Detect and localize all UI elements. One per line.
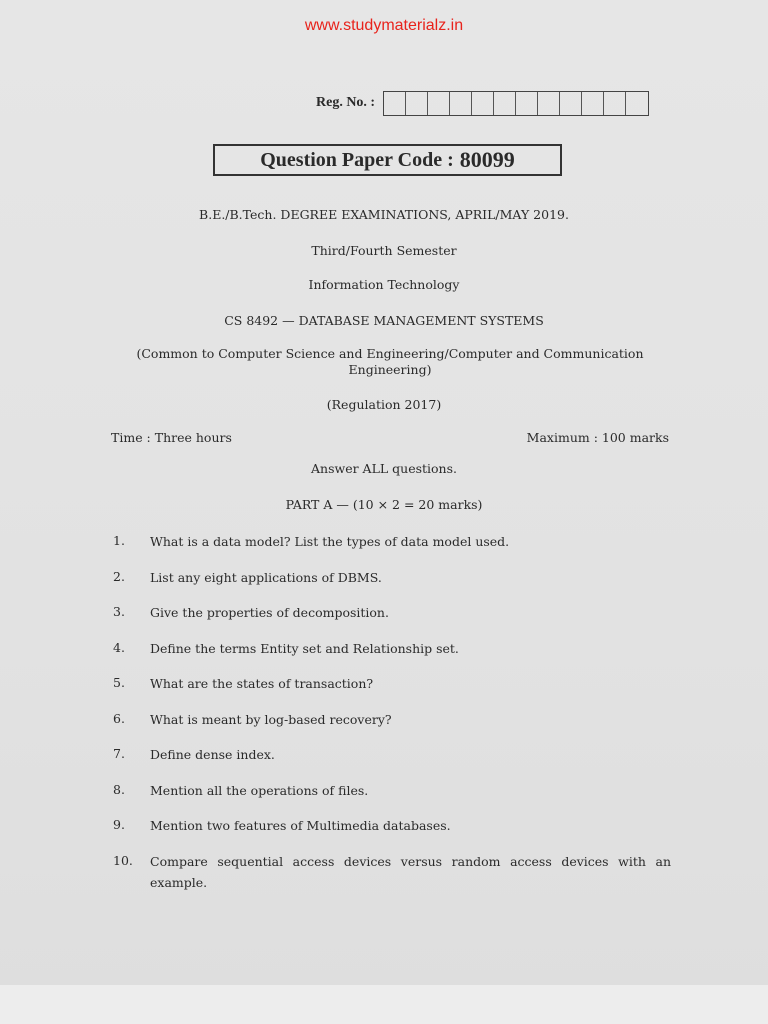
subject-title: CS 8492 — DATABASE MANAGEMENT SYSTEMS	[224, 313, 544, 328]
page-bottom-edge	[0, 985, 768, 1024]
question-text: What is a data model? List the types of data model used.	[150, 534, 510, 549]
question-text: What are the states of transaction?	[150, 676, 374, 691]
instructions: Answer ALL questions.	[311, 461, 457, 476]
question-item	[113, 533, 671, 569]
question-text: Mention two features of Multimedia databases.	[150, 818, 451, 833]
question-number: 1.	[113, 533, 125, 548]
question-item	[113, 569, 671, 605]
reg-number-box	[538, 92, 560, 115]
question-text: What is meant by log-based recovery?	[150, 711, 392, 727]
website-watermark: www.studymaterialz.in	[304, 17, 464, 34]
question-item	[113, 640, 671, 676]
time-allowed: Time : Three hours	[111, 430, 232, 445]
question-item	[113, 711, 671, 747]
reg-number-boxes	[383, 91, 649, 116]
question-number: 5.	[113, 675, 125, 690]
question-item	[113, 853, 671, 897]
common-to-note: (Common to Computer Science and Engineering/Computer and Communication Engineering)	[136, 346, 644, 377]
reg-number-box	[604, 92, 626, 115]
reg-number-box	[494, 92, 516, 115]
paper-code-number: 80099	[459, 147, 515, 172]
question-text: Give the properties of decomposition.	[150, 605, 389, 620]
reg-number-box	[406, 92, 428, 115]
question-number: 9.	[113, 817, 125, 832]
question-number: 2.	[113, 568, 125, 584]
reg-number-box	[560, 92, 582, 115]
branch: Information Technology	[308, 277, 460, 292]
question-text: List any eight applications of DBMS.	[150, 569, 382, 585]
reg-number-box	[516, 92, 538, 115]
maximum-marks: Maximum : 100 marks	[526, 430, 669, 445]
question-item	[113, 782, 671, 818]
part-a-heading: PART A — (10 × 2 = 20 marks)	[285, 497, 483, 512]
question-list	[113, 533, 671, 897]
exam-title: B.E./B.Tech. DEGREE EXAMINATIONS, APRIL/MAY 2019.	[199, 207, 569, 222]
time-marks-row	[111, 430, 669, 445]
semester: Third/Fourth Semester	[311, 243, 457, 258]
reg-number-box	[582, 92, 604, 115]
question-item	[113, 604, 671, 640]
reg-number-box	[428, 92, 450, 115]
question-number: 6.	[113, 710, 125, 726]
question-text: Mention all the operations of files.	[150, 782, 369, 798]
question-number: 10.	[113, 852, 133, 868]
question-number: 7.	[113, 746, 125, 761]
reg-number-box	[450, 92, 472, 115]
question-text: Define dense index.	[150, 747, 275, 762]
question-text: Define the terms Entity set and Relationship set.	[150, 640, 459, 656]
question-number: 3.	[113, 604, 125, 619]
reg-number-label: Reg. No. :	[316, 95, 376, 110]
question-number: 8.	[113, 781, 125, 797]
paper-code-label: Question Paper Code :	[260, 148, 454, 171]
question-item	[113, 675, 671, 711]
reg-number-box	[626, 92, 648, 115]
question-item	[113, 817, 671, 853]
question-text: Compare sequential access devices versus random access devices with an example.	[150, 853, 671, 890]
question-paper-code-box	[213, 144, 562, 176]
reg-number-box	[472, 92, 494, 115]
reg-number-field	[316, 90, 649, 116]
reg-number-box	[384, 92, 406, 115]
question-number: 4.	[113, 639, 125, 655]
question-item	[113, 746, 671, 782]
regulation: (Regulation 2017)	[326, 397, 442, 412]
